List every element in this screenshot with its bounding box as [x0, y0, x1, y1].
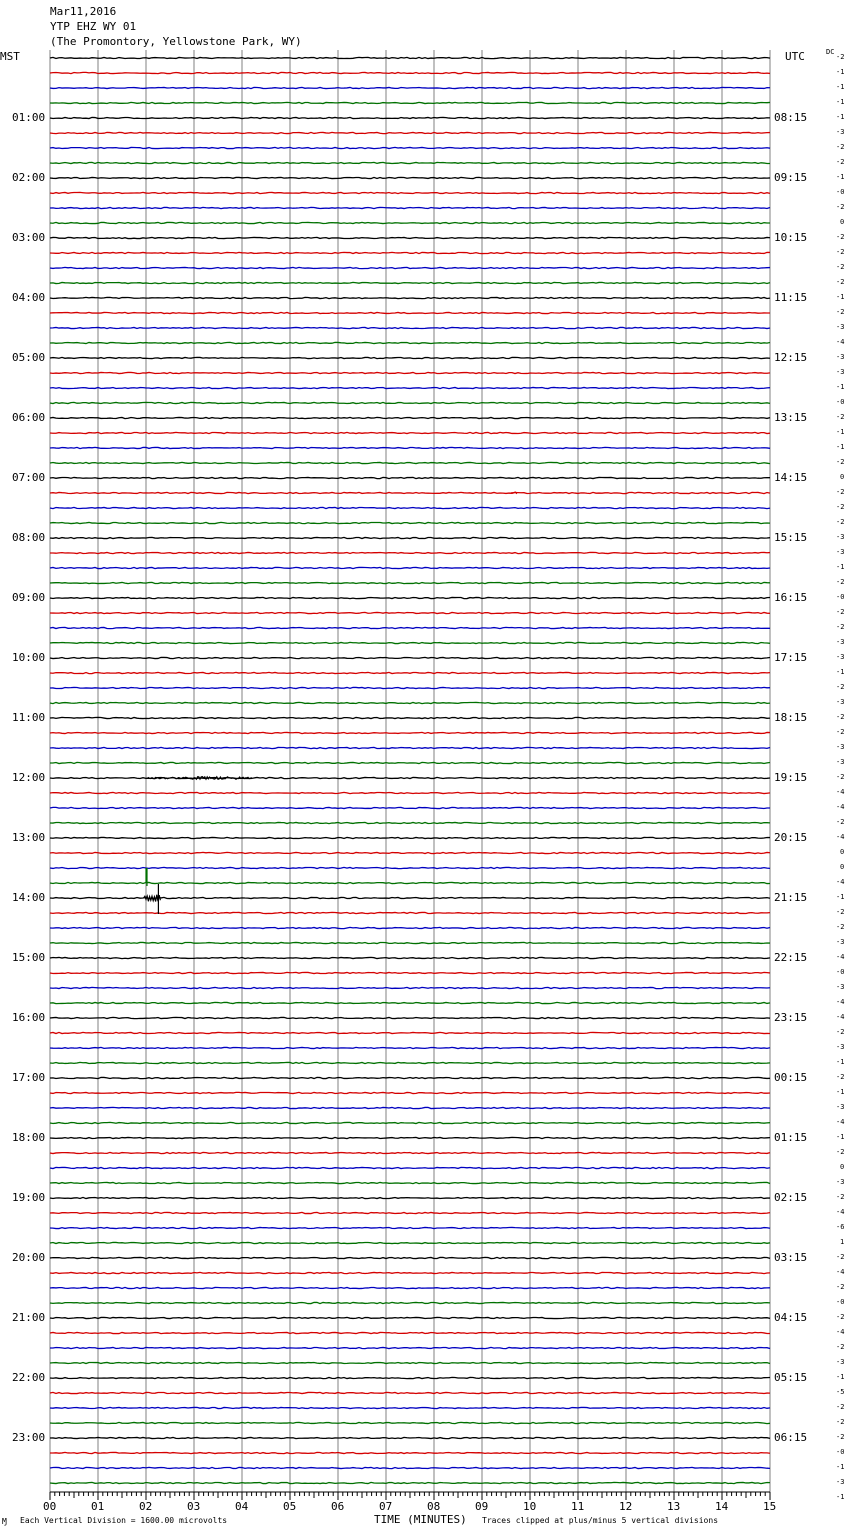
trace-2 [50, 87, 770, 88]
dc-offset: -2 [836, 158, 845, 166]
dc-offset: -1 [836, 383, 845, 391]
trace-92 [50, 1437, 770, 1438]
dc-offset: -1 [836, 1058, 845, 1066]
trace-32 [50, 537, 770, 538]
trace-22 [50, 387, 770, 388]
hour-label-utc: 11:15 [774, 291, 808, 304]
x-axis-label: TIME (MINUTES) [374, 1513, 467, 1526]
dc-offset: -3 [836, 128, 845, 136]
trace-37 [50, 612, 770, 613]
trace-13 [50, 252, 770, 253]
hour-label-utc: 16:15 [774, 591, 808, 604]
dc-offset: -0 [836, 593, 845, 601]
dc-offset: -4 [836, 833, 845, 841]
trace-12 [50, 237, 770, 238]
hour-label-utc: 22:15 [774, 951, 808, 964]
trace-36 [50, 597, 770, 598]
dc-offset: -2 [836, 53, 845, 61]
hour-label-utc: 02:15 [774, 1191, 808, 1204]
dc-offset: -2 [836, 728, 845, 736]
trace-18 [50, 327, 770, 328]
hour-label-mst: 15:00 [12, 951, 46, 964]
dc-offset: -4 [836, 788, 845, 796]
dc-offset: -2 [836, 1433, 845, 1441]
hour-label-utc: 13:15 [774, 411, 808, 424]
trace-79 [50, 1242, 770, 1243]
hour-label-utc: 08:15 [774, 111, 808, 124]
dc-offset: -2 [836, 308, 845, 316]
dc-offset: -1 [836, 293, 845, 301]
trace-6 [50, 147, 770, 148]
dc-offset: -4 [836, 1208, 845, 1216]
dc-offset: -2 [836, 233, 845, 241]
trace-67 [50, 1062, 770, 1063]
dc-offset: -1 [836, 68, 845, 76]
dc-offset: -3 [836, 1478, 845, 1486]
dc-offset: 0 [840, 218, 845, 226]
dc-offset: -1 [836, 428, 845, 436]
dc-offset: -2 [836, 1343, 845, 1351]
trace-89 [50, 1392, 770, 1393]
dc-offset: -2 [836, 503, 845, 511]
trace-74 [50, 1167, 770, 1168]
trace-3 [50, 102, 770, 103]
trace-76 [50, 1197, 770, 1198]
hour-label-mst: 18:00 [12, 1131, 46, 1144]
trace-43 [50, 702, 770, 703]
dc-offset: -2 [836, 1193, 845, 1201]
trace-93 [50, 1452, 770, 1453]
x-tick-label: 04 [235, 1500, 249, 1513]
trace-78 [50, 1227, 770, 1228]
trace-42 [50, 687, 770, 688]
hour-label-mst: 05:00 [12, 351, 46, 364]
trace-30 [50, 507, 770, 508]
hour-label-utc: 00:15 [774, 1071, 808, 1084]
hour-label-utc: 12:15 [774, 351, 808, 364]
dc-offset: -2 [836, 1418, 845, 1426]
dc-offset: -2 [836, 143, 845, 151]
dc-offset: -3 [836, 653, 845, 661]
hour-label-utc: 04:15 [774, 1311, 808, 1324]
trace-17 [50, 312, 770, 313]
x-tick-label: 02 [139, 1500, 153, 1513]
hour-label-utc: 23:15 [774, 1011, 808, 1024]
trace-90 [50, 1407, 770, 1408]
trace-91 [50, 1422, 770, 1423]
dc-offset: -2 [836, 413, 845, 421]
hour-label-utc: 21:15 [774, 891, 808, 904]
trace-33 [50, 552, 770, 553]
trace-31 [50, 522, 770, 523]
dc-offset: -2 [836, 1313, 845, 1321]
dc-offset: -3 [836, 743, 845, 751]
x-tick-label: 12 [619, 1500, 633, 1513]
x-tick-label: 15 [763, 1500, 777, 1513]
dc-offset: -0 [836, 1298, 845, 1306]
trace-41 [50, 672, 770, 673]
trace-83 [50, 1302, 770, 1303]
trace-14 [50, 267, 770, 268]
trace-58 [50, 927, 770, 928]
dc-offset: 0 [840, 1163, 845, 1171]
x-tick-label: 07 [379, 1500, 393, 1513]
trace-25 [50, 432, 770, 433]
dc-offset: -1 [836, 1493, 845, 1501]
trace-54 [50, 867, 770, 868]
trace-23 [50, 402, 770, 403]
hour-label-mst: 03:00 [12, 231, 46, 244]
dc-offset: -2 [836, 608, 845, 616]
trace-28 [50, 477, 770, 478]
trace-50 [50, 807, 770, 808]
trace-5 [50, 132, 770, 133]
dc-offset: -2 [836, 713, 845, 721]
trace-73 [50, 1152, 770, 1153]
trace-69 [50, 1092, 770, 1093]
dc-offset: -2 [836, 923, 845, 931]
scale-mark: Ɱ [2, 1517, 7, 1526]
trace-21 [50, 372, 770, 373]
trace-27 [50, 462, 770, 463]
hour-label-utc: 17:15 [774, 651, 808, 664]
x-tick-label: 11 [571, 1500, 585, 1513]
trace-15 [50, 282, 770, 283]
trace-95 [50, 1482, 770, 1483]
trace-60 [50, 957, 770, 958]
trace-71 [50, 1122, 770, 1123]
hour-label-mst: 01:00 [12, 111, 46, 124]
trace-9 [50, 192, 770, 193]
dc-offset: -0 [836, 968, 845, 976]
trace-94 [50, 1467, 770, 1468]
dc-offset: -2 [836, 278, 845, 286]
dc-offset: -1 [836, 173, 845, 181]
hour-label-utc: 14:15 [774, 471, 808, 484]
trace-lines [50, 57, 770, 1483]
dc-offset: -3 [836, 938, 845, 946]
x-axis-ticks [50, 1492, 770, 1500]
trace-19 [50, 342, 770, 343]
hour-label-mst: 10:00 [12, 651, 46, 664]
trace-53 [50, 852, 770, 853]
x-tick-label: 10 [523, 1500, 537, 1513]
trace-86 [50, 1347, 770, 1348]
date-title: Mar11,2016 [50, 5, 117, 18]
dc-offset: -1 [836, 443, 845, 451]
trace-38 [50, 627, 770, 628]
location-title: (The Promontory, Yellowstone Park, WY) [50, 35, 302, 48]
trace-44 [50, 717, 770, 718]
dc-offset: -3 [836, 368, 845, 376]
hour-label-utc: 19:15 [774, 771, 808, 784]
trace-75 [50, 1182, 770, 1183]
hour-label-utc: 10:15 [774, 231, 808, 244]
dc-offset: -1 [836, 83, 845, 91]
trace-49 [50, 792, 770, 793]
trace-51 [50, 822, 770, 823]
dc-offset: -3 [836, 758, 845, 766]
trace-26 [50, 447, 770, 448]
right-axis-label: UTC [785, 50, 805, 63]
x-tick-label: 00 [43, 1500, 57, 1513]
hour-label-utc: 01:15 [774, 1131, 808, 1144]
dc-offset: -0 [836, 188, 845, 196]
x-tick-label: 06 [331, 1500, 345, 1513]
trace-34 [50, 567, 770, 568]
dc-offset: -2 [836, 818, 845, 826]
hour-label-utc: 05:15 [774, 1371, 808, 1384]
hour-label-utc: 15:15 [774, 531, 808, 544]
x-tick-label: 14 [715, 1500, 729, 1513]
hour-label-mst: 22:00 [12, 1371, 46, 1384]
dc-offset: -2 [836, 773, 845, 781]
trace-66 [50, 1047, 770, 1048]
x-tick-label: 08 [427, 1500, 441, 1513]
trace-39 [50, 642, 770, 643]
dc-offset: -1 [836, 893, 845, 901]
dc-offset: -3 [836, 1358, 845, 1366]
minute-grid [50, 50, 770, 1492]
x-tick-label: 01 [91, 1500, 105, 1513]
dc-offset: -3 [836, 353, 845, 361]
dc-offset: -3 [836, 983, 845, 991]
trace-88 [50, 1377, 770, 1378]
dc-offset: 1 [840, 1238, 845, 1246]
dc-offset: -3 [836, 323, 845, 331]
hour-label-mst: 09:00 [12, 591, 46, 604]
dc-offset: -1 [836, 113, 845, 121]
dc-offset: -4 [836, 1268, 845, 1276]
dc-offset: -2 [836, 1148, 845, 1156]
trace-4 [50, 117, 770, 118]
dc-offset: -0 [836, 398, 845, 406]
hour-label-mst: 21:00 [12, 1311, 46, 1324]
dc-offset: 0 [840, 473, 845, 481]
dc-label: DC [826, 48, 835, 56]
trace-70 [50, 1107, 770, 1108]
dc-offset: -2 [836, 1073, 845, 1081]
hour-label-utc: 09:15 [774, 171, 808, 184]
dc-offset: -2 [836, 1403, 845, 1411]
dc-offset: -1 [836, 98, 845, 106]
dc-offset: -1 [836, 563, 845, 571]
hour-label-mst: 12:00 [12, 771, 46, 784]
dc-offset: 0 [840, 848, 845, 856]
trace-47 [50, 762, 770, 763]
trace-16 [50, 297, 770, 298]
dc-offset: -1 [836, 1463, 845, 1471]
dc-offset: -2 [836, 908, 845, 916]
trace-87 [50, 1362, 770, 1363]
station-title: YTP EHZ WY 01 [50, 20, 137, 33]
trace-24 [50, 417, 770, 418]
hour-label-mst: 23:00 [12, 1431, 46, 1444]
trace-62 [50, 987, 770, 988]
hour-label-mst: 17:00 [12, 1071, 46, 1084]
trace-77 [50, 1212, 770, 1213]
trace-63 [50, 1002, 770, 1003]
hour-label-mst: 16:00 [12, 1011, 46, 1024]
dc-offset: -2 [836, 1028, 845, 1036]
trace-65 [50, 1032, 770, 1033]
x-tick-label: 05 [283, 1500, 297, 1513]
hour-label-mst: 13:00 [12, 831, 46, 844]
dc-offset: -2 [836, 1253, 845, 1261]
dc-offset: -2 [836, 263, 845, 271]
clip-note: Traces clipped at plus/minus 5 vertical divisions [482, 1516, 719, 1525]
x-tick-label: 13 [667, 1500, 681, 1513]
trace-0 [50, 57, 770, 58]
trace-7 [50, 162, 770, 163]
hour-label-utc: 03:15 [774, 1251, 808, 1264]
trace-40 [50, 657, 770, 658]
dc-offset: -3 [836, 1043, 845, 1051]
dc-offset: -4 [836, 953, 845, 961]
dc-offset: -4 [836, 878, 845, 886]
trace-46 [50, 747, 770, 748]
dc-offset: -4 [836, 803, 845, 811]
dc-offset: -1 [836, 1133, 845, 1141]
trace-11 [50, 222, 770, 223]
dc-offset: -4 [836, 1013, 845, 1021]
trace-80 [50, 1257, 770, 1258]
hour-label-mst: 20:00 [12, 1251, 46, 1264]
trace-10 [50, 207, 770, 208]
trace-35 [50, 582, 770, 583]
hour-label-utc: 06:15 [774, 1431, 808, 1444]
x-tick-label: 03 [187, 1500, 201, 1513]
trace-8 [50, 177, 770, 178]
trace-29 [50, 492, 770, 493]
vertical-division-note: Each Vertical Division = 1600.00 microvolts [20, 1516, 228, 1525]
hour-label-utc: 18:15 [774, 711, 808, 724]
hour-label-mst: 02:00 [12, 171, 46, 184]
dc-offset: -2 [836, 203, 845, 211]
dc-offset: -2 [836, 623, 845, 631]
dc-offset: -3 [836, 533, 845, 541]
dc-offset: -3 [836, 638, 845, 646]
dc-offset: -2 [836, 458, 845, 466]
trace-84 [50, 1317, 770, 1318]
dc-offset: -2 [836, 488, 845, 496]
dc-offset: -5 [836, 1388, 845, 1396]
dc-offset: -2 [836, 248, 845, 256]
trace-1 [50, 72, 770, 73]
hour-label-mst: 07:00 [12, 471, 46, 484]
dc-offset: -3 [836, 1178, 845, 1186]
trace-20 [50, 357, 770, 358]
dc-offset: -2 [836, 578, 845, 586]
x-tick-label: 09 [475, 1500, 489, 1513]
dc-offset: -0 [836, 1448, 845, 1456]
trace-68 [50, 1077, 770, 1078]
dc-offset: -2 [836, 683, 845, 691]
trace-64 [50, 1017, 770, 1018]
hour-label-mst: 14:00 [12, 891, 46, 904]
trace-52 [50, 837, 770, 838]
hour-label-mst: 11:00 [12, 711, 46, 724]
hour-label-mst: 08:00 [12, 531, 46, 544]
dc-offset: -4 [836, 1328, 845, 1336]
hour-label-mst: 19:00 [12, 1191, 46, 1204]
dc-offset: -1 [836, 668, 845, 676]
hour-label-mst: 06:00 [12, 411, 46, 424]
trace-59 [50, 942, 770, 943]
trace-82 [50, 1287, 770, 1288]
dc-offset: -1 [836, 1373, 845, 1381]
trace-81 [50, 1272, 770, 1273]
trace-61 [50, 972, 770, 973]
trace-55 [50, 882, 770, 883]
dc-offset: -4 [836, 1118, 845, 1126]
dc-offset: -1 [836, 1088, 845, 1096]
trace-72 [50, 1137, 770, 1138]
dc-offset: -2 [836, 518, 845, 526]
hour-label-mst: 04:00 [12, 291, 46, 304]
trace-45 [50, 732, 770, 733]
hour-label-utc: 20:15 [774, 831, 808, 844]
trace-85 [50, 1332, 770, 1333]
dc-offset: -3 [836, 698, 845, 706]
dc-offset: -4 [836, 338, 845, 346]
dc-offset: -2 [836, 1283, 845, 1291]
dc-offset: -3 [836, 548, 845, 556]
dc-offset: -6 [836, 1223, 845, 1231]
left-axis-label: MST [0, 50, 20, 63]
dc-offset: 0 [840, 863, 845, 871]
dc-offset: -3 [836, 1103, 845, 1111]
dc-offset: -4 [836, 998, 845, 1006]
